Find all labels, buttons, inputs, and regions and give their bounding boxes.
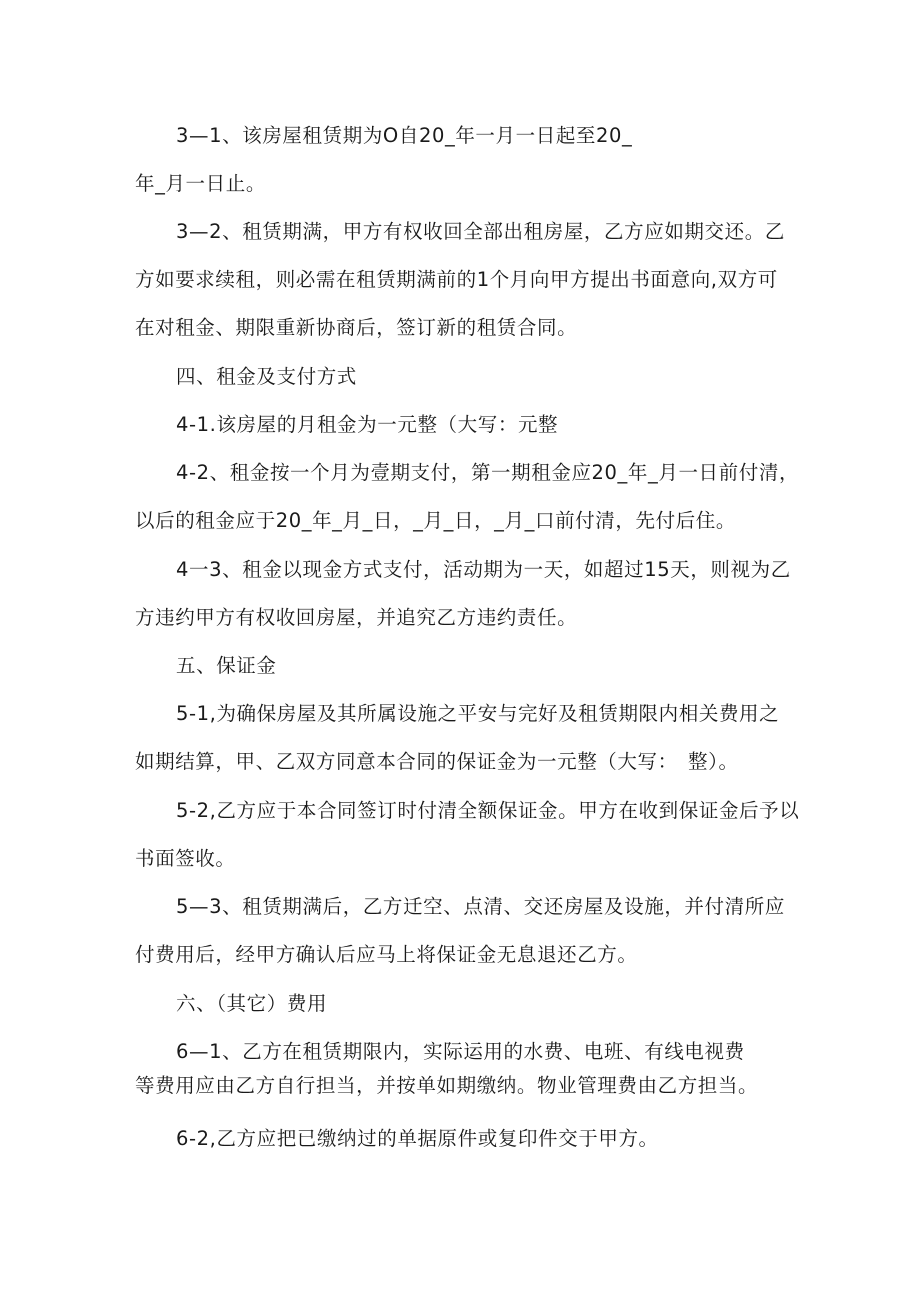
clause-5-1-line-2: 如期结算，甲、乙双方同意本合同的保证金为一元整（大写： 整）。 [135,750,739,773]
clause-3-1-line-2: 年_月一日止。 [135,172,266,195]
section-heading-deposit: 五、保证金 [176,654,277,677]
clause-5-2-line-2: 书面签收。 [135,847,236,870]
clause-3-2-line-1: 3—2、租赁期满，甲方有权收回全部出租房屋，乙方应如期交还。乙 [176,220,785,243]
clause-4-3-line-2: 方违约甲方有权收回房屋，并追究乙方违约责任。 [135,606,578,629]
section-heading-other-fees: 六、（其它）费用 [176,992,328,1015]
section-heading-rent: 四、租金及支付方式 [176,365,357,388]
clause-5-1-line-1: 5-1,为确保房屋及其所属设施之平安与完好及租赁期限内相关费用之 [176,702,780,725]
clause-6-1-line-2: 等费用应由乙方自行担当，并按单如期缴纳。物业管理费由乙方担当。 [135,1074,759,1097]
clause-5-3-line-2: 付费用后，经甲方确认后应马上将保证金无息退还乙方。 [135,943,638,966]
clause-4-2-line-2: 以后的租金应于20_年_月_日，_月_日，_月_口前付清，先付后住。 [135,509,736,532]
clause-6-1-line-1: 6—1、乙方在租赁期限内，实际运用的水费、电班、有线电视费 [176,1040,745,1063]
clause-5-3-line-1: 5—3、租赁期满后，乙方迁空、点清、交还房屋及设施，并付清所应 [176,895,785,918]
clause-3-1-line-1: 3—1、该房屋租赁期为O自20_年一月一日起至20_ [176,124,633,147]
clause-6-2-line-1: 6-2,乙方应把已缴纳过的单据原件或复印件交于甲方。 [176,1127,659,1150]
clause-5-2-line-1: 5-2,乙方应于本合同签订时付清全额保证金。甲方在收到保证金后予以 [176,799,800,822]
clause-4-2-line-1: 4-2、租金按一个月为壹期支付，第一期租金应20_年_月一日前付清， [176,461,800,484]
clause-3-2-line-3: 在对租金、期限重新协商后，签订新的租赁合同。 [135,316,578,339]
clause-4-1-line-1: 4-1.该房屋的月租金为一元整（大写：元整 [176,413,559,436]
clause-3-2-line-2: 方如要求续租，则必需在租赁期满前的1个月向甲方提出书面意向,双方可 [135,268,778,291]
clause-4-3-line-1: 4一3、租金以现金方式支付，活动期为一天，如超过15天，则视为乙 [176,558,791,581]
